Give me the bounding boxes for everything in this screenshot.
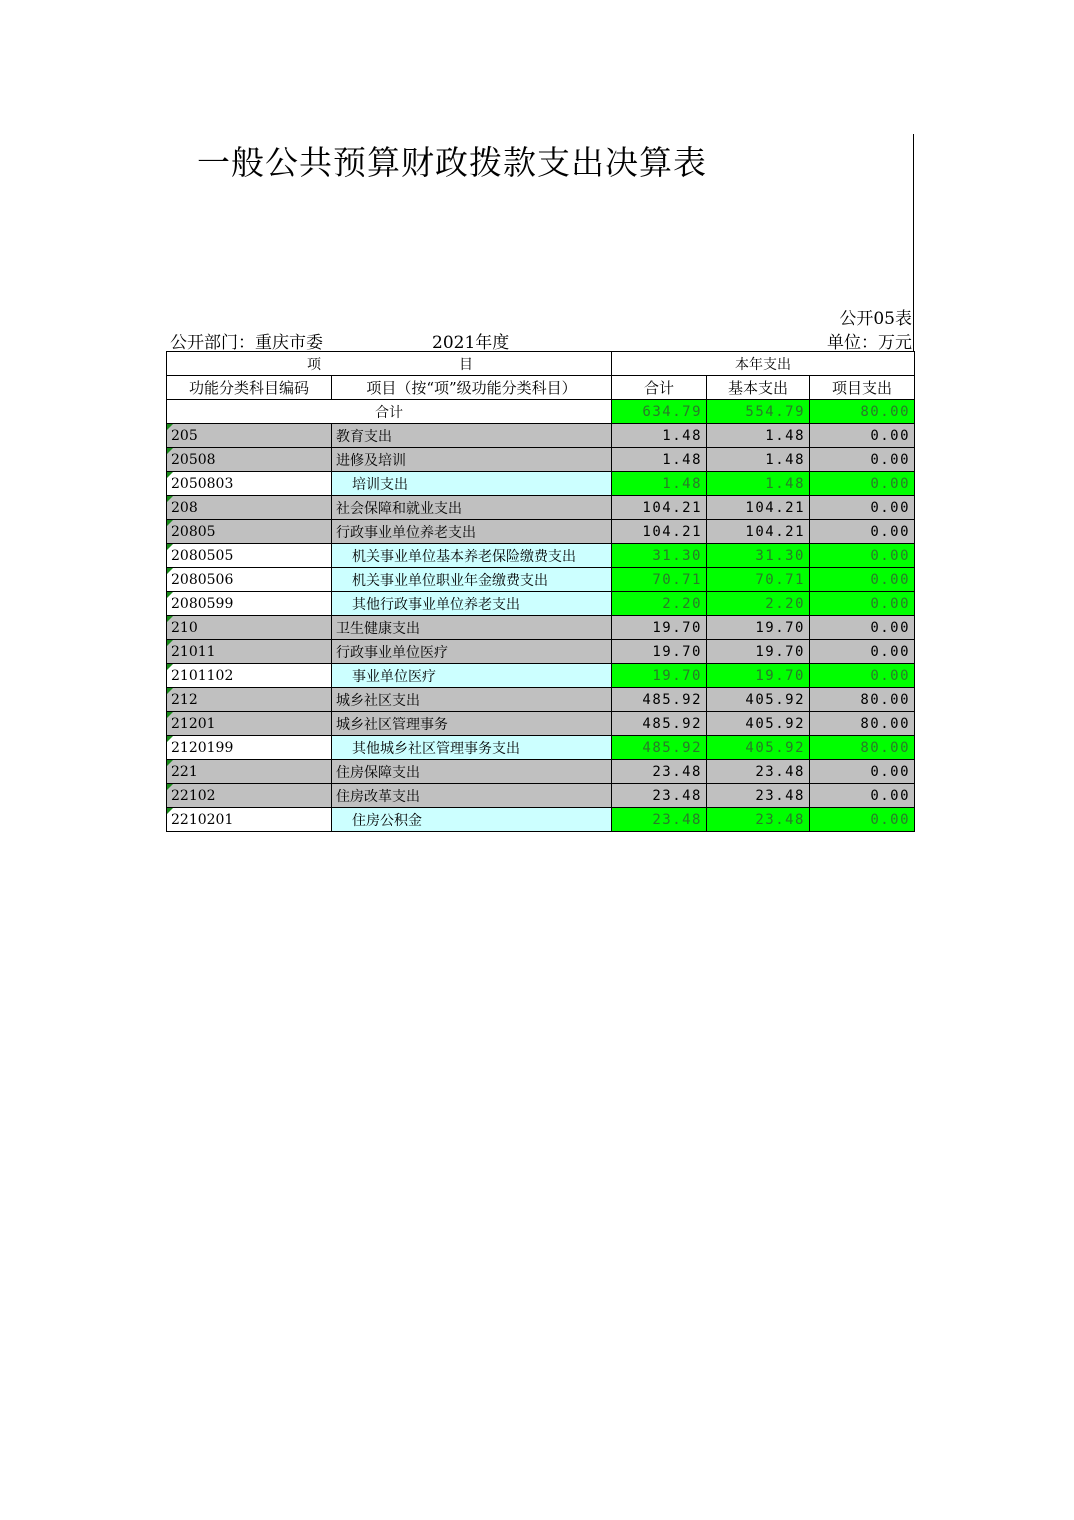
row-basic: 104.21 xyxy=(707,496,810,520)
row-name: 城乡社区支出 xyxy=(332,688,612,712)
row-project: 0.00 xyxy=(810,592,915,616)
row-basic: 104.21 xyxy=(707,520,810,544)
cell-marker-icon xyxy=(167,544,173,550)
table-row xyxy=(167,520,915,544)
cell-marker-icon xyxy=(167,616,173,622)
cell-marker-icon xyxy=(167,568,173,574)
cell-marker-icon xyxy=(167,472,173,478)
row-total: 23.48 xyxy=(612,784,707,808)
row-code: 208 xyxy=(167,496,332,520)
row-total: 104.21 xyxy=(612,520,707,544)
row-name: 其他行政事业单位养老支出 xyxy=(332,592,612,616)
page-title: 一般公共预算财政拨款支出决算表 xyxy=(197,143,707,182)
total-basic: 554.79 xyxy=(707,400,810,424)
row-total: 104.21 xyxy=(612,496,707,520)
row-project: 0.00 xyxy=(810,424,915,448)
row-basic: 1.48 xyxy=(707,472,810,496)
row-basic: 405.92 xyxy=(707,736,810,760)
row-code: 2210201 xyxy=(167,808,332,832)
row-code: 210 xyxy=(167,616,332,640)
row-project: 0.00 xyxy=(810,544,915,568)
row-basic: 405.92 xyxy=(707,712,810,736)
row-name: 住房改革支出 xyxy=(332,784,612,808)
basic-column-header: 基本支出 xyxy=(707,376,810,400)
row-name: 进修及培训 xyxy=(332,448,612,472)
cell-marker-icon xyxy=(167,496,173,502)
row-name: 教育支出 xyxy=(332,424,612,448)
project-header-b: 目 xyxy=(459,357,473,373)
row-basic: 2.20 xyxy=(707,592,810,616)
row-basic: 19.70 xyxy=(707,664,810,688)
row-total: 1.48 xyxy=(612,448,707,472)
row-name: 城乡社区管理事务 xyxy=(332,712,612,736)
header-row-1 xyxy=(167,352,915,376)
table-row xyxy=(167,472,915,496)
row-total: 23.48 xyxy=(612,760,707,784)
header-row-2 xyxy=(167,376,915,400)
row-code: 20805 xyxy=(167,520,332,544)
row-basic: 23.48 xyxy=(707,808,810,832)
total-project: 80.00 xyxy=(810,400,915,424)
row-project: 80.00 xyxy=(810,736,915,760)
row-basic: 70.71 xyxy=(707,568,810,592)
cell-marker-icon xyxy=(167,808,173,814)
project-column-header: 项目支出 xyxy=(810,376,915,400)
row-name: 其他城乡社区管理事务支出 xyxy=(332,736,612,760)
row-project: 0.00 xyxy=(810,784,915,808)
cell-marker-icon xyxy=(167,640,173,646)
table-row xyxy=(167,568,915,592)
table-row xyxy=(167,592,915,616)
row-code: 21011 xyxy=(167,640,332,664)
table-row xyxy=(167,736,915,760)
row-basic: 1.48 xyxy=(707,448,810,472)
row-project: 80.00 xyxy=(810,688,915,712)
row-code: 2080505 xyxy=(167,544,332,568)
cell-marker-icon xyxy=(167,448,173,454)
row-code: 22102 xyxy=(167,784,332,808)
cell-marker-icon xyxy=(167,712,173,718)
this-year-header: 本年支出 xyxy=(612,352,915,376)
total-amount: 634.79 xyxy=(612,400,707,424)
row-code: 20508 xyxy=(167,448,332,472)
row-project: 0.00 xyxy=(810,520,915,544)
table-row xyxy=(167,448,915,472)
row-basic: 23.48 xyxy=(707,760,810,784)
table-row xyxy=(167,760,915,784)
row-project: 0.00 xyxy=(810,496,915,520)
cell-marker-icon xyxy=(167,688,173,694)
total-label: 合计 xyxy=(167,400,612,424)
cell-marker-icon xyxy=(167,760,173,766)
row-name: 住房保障支出 xyxy=(332,760,612,784)
row-project: 0.00 xyxy=(810,616,915,640)
department-label: 公开部门：重庆市委 xyxy=(170,333,323,353)
row-code: 2120199 xyxy=(167,736,332,760)
row-total: 31.30 xyxy=(612,544,707,568)
row-project: 0.00 xyxy=(810,808,915,832)
row-project: 0.00 xyxy=(810,640,915,664)
cell-marker-icon xyxy=(167,784,173,790)
row-total: 19.70 xyxy=(612,640,707,664)
row-total: 485.92 xyxy=(612,688,707,712)
cell-marker-icon xyxy=(167,424,173,430)
table-row xyxy=(167,424,915,448)
cell-marker-icon xyxy=(167,736,173,742)
row-basic: 1.48 xyxy=(707,424,810,448)
row-name: 行政事业单位养老支出 xyxy=(332,520,612,544)
row-total: 19.70 xyxy=(612,616,707,640)
row-total: 1.48 xyxy=(612,424,707,448)
row-total: 485.92 xyxy=(612,736,707,760)
row-name: 机关事业单位职业年金缴费支出 xyxy=(332,568,612,592)
row-name: 卫生健康支出 xyxy=(332,616,612,640)
row-code: 2080506 xyxy=(167,568,332,592)
code-column-header: 功能分类科目编码 xyxy=(167,376,332,400)
row-total: 70.71 xyxy=(612,568,707,592)
table-row xyxy=(167,688,915,712)
table-row xyxy=(167,544,915,568)
cell-marker-icon xyxy=(167,520,173,526)
row-basic: 23.48 xyxy=(707,784,810,808)
unit-label: 单位：万元 xyxy=(827,333,912,353)
row-code: 221 xyxy=(167,760,332,784)
row-project: 80.00 xyxy=(810,712,915,736)
form-number: 公开05表 xyxy=(839,309,912,329)
row-total: 1.48 xyxy=(612,472,707,496)
row-project: 0.00 xyxy=(810,448,915,472)
row-name: 行政事业单位医疗 xyxy=(332,640,612,664)
table-row xyxy=(167,712,915,736)
row-name: 机关事业单位基本养老保险缴费支出 xyxy=(332,544,612,568)
project-header-a: 项 xyxy=(307,357,321,373)
table-row xyxy=(167,616,915,640)
row-total: 19.70 xyxy=(612,664,707,688)
row-total: 2.20 xyxy=(612,592,707,616)
row-name: 培训支出 xyxy=(332,472,612,496)
fiscal-year: 2021年度 xyxy=(432,333,510,353)
row-project: 0.00 xyxy=(810,664,915,688)
row-code: 2050803 xyxy=(167,472,332,496)
project-header xyxy=(167,352,612,376)
row-name: 社会保障和就业支出 xyxy=(332,496,612,520)
total-column-header: 合计 xyxy=(612,376,707,400)
row-total: 485.92 xyxy=(612,712,707,736)
name-column-header: 项目（按“项”级功能分类科目） xyxy=(332,376,612,400)
table-row xyxy=(167,784,915,808)
cell-marker-icon xyxy=(167,664,173,670)
row-name: 事业单位医疗 xyxy=(332,664,612,688)
table-row xyxy=(167,496,915,520)
row-code: 2101102 xyxy=(167,664,332,688)
row-code: 212 xyxy=(167,688,332,712)
row-code: 21201 xyxy=(167,712,332,736)
sheet-right-border xyxy=(913,134,914,352)
row-basic: 405.92 xyxy=(707,688,810,712)
row-project: 0.00 xyxy=(810,568,915,592)
row-project: 0.00 xyxy=(810,472,915,496)
expenditure-table xyxy=(166,351,915,832)
row-name: 住房公积金 xyxy=(332,808,612,832)
row-basic: 31.30 xyxy=(707,544,810,568)
row-code: 205 xyxy=(167,424,332,448)
row-code: 2080599 xyxy=(167,592,332,616)
table-row xyxy=(167,808,915,832)
table-row xyxy=(167,640,915,664)
row-basic: 19.70 xyxy=(707,616,810,640)
row-basic: 19.70 xyxy=(707,640,810,664)
row-total: 23.48 xyxy=(612,808,707,832)
cell-marker-icon xyxy=(167,592,173,598)
table-row xyxy=(167,664,915,688)
total-row xyxy=(167,400,915,424)
row-project: 0.00 xyxy=(810,760,915,784)
